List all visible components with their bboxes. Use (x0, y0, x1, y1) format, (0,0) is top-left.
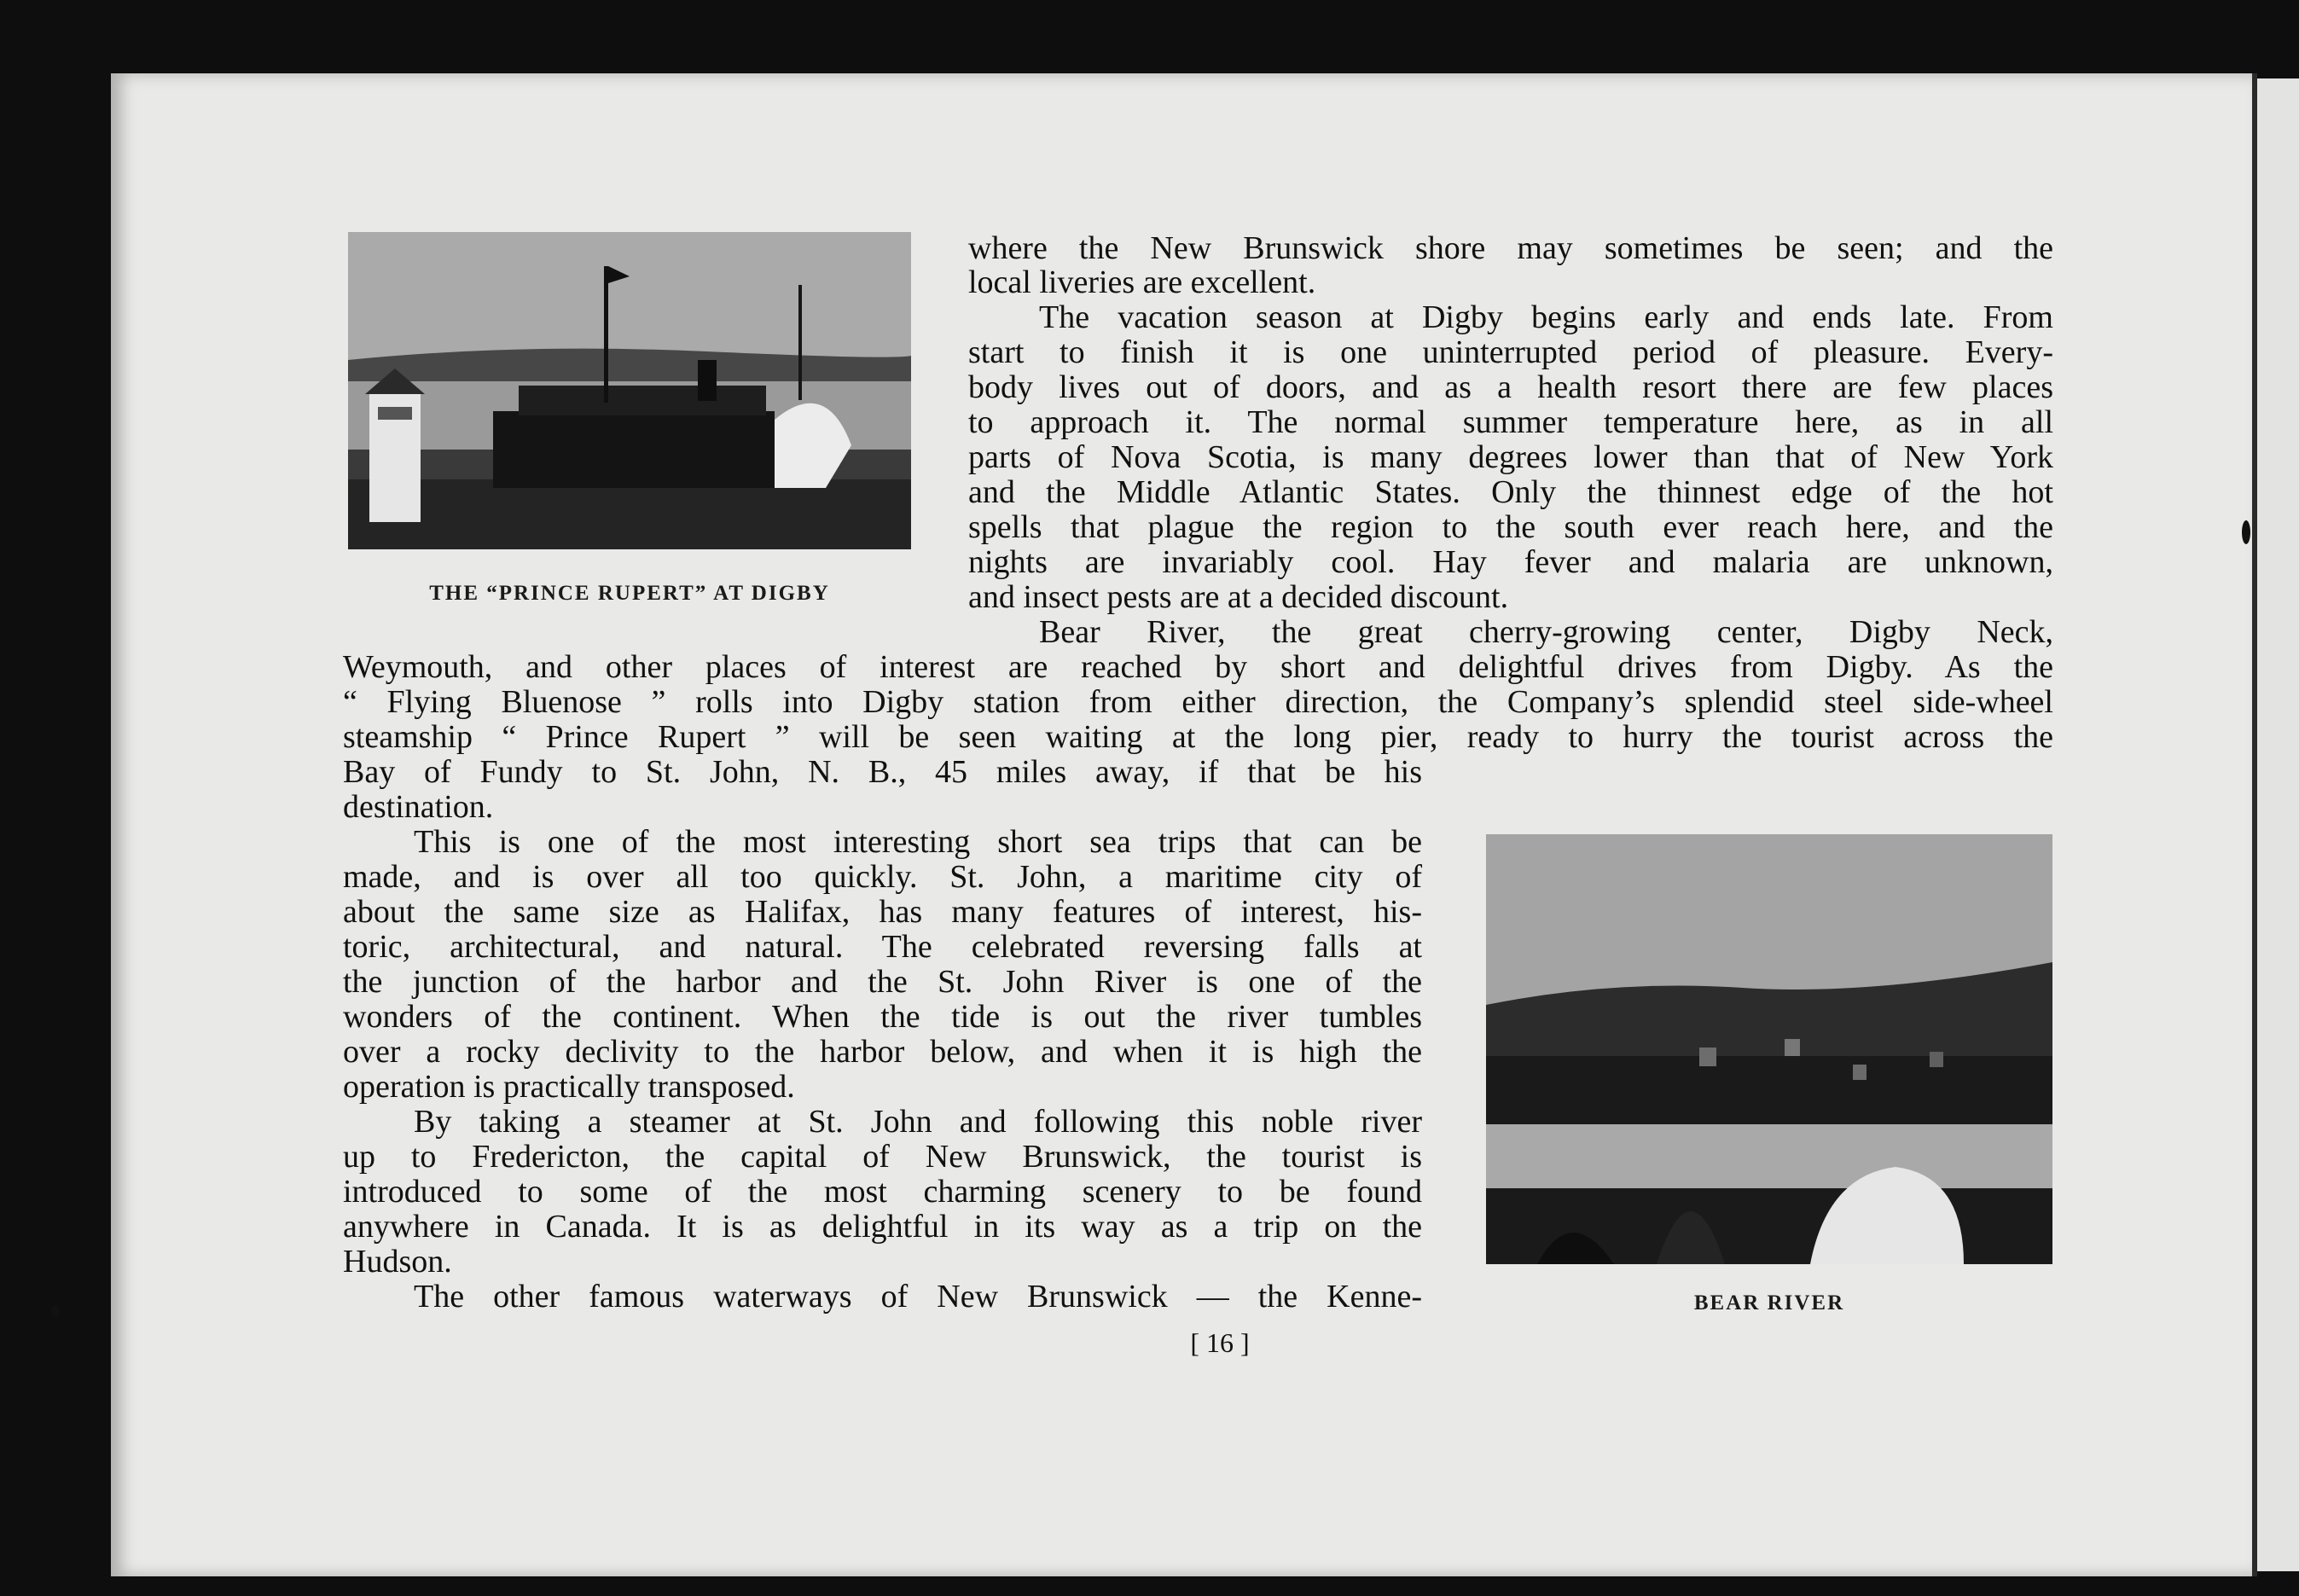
text-line: destination. (343, 789, 494, 825)
text-line: to approach it. The normal summer temperature here, as in all (968, 404, 2053, 440)
text-line: wonders of the continent. When the tide is out the river tumbles (343, 999, 1422, 1035)
ship-photo (348, 232, 911, 549)
river-photo (1486, 834, 2052, 1264)
next-page-margin (2257, 78, 2299, 1571)
book-page (111, 73, 2252, 1576)
text-line: start to finish it is one uninterrupted period of pleasure. Every- (968, 334, 2053, 370)
text-line: spells that plague the region to the south ever reach here, and the (968, 509, 2053, 545)
text-line: up to Fredericton, the capital of New Brunswick, the tourist is (343, 1139, 1422, 1175)
text-line: By taking a steamer at St. John and following this noble river (414, 1104, 1422, 1140)
text-line: steamship “ Prince Rupert ” will be seen waiting at the long pier, ready to hurry the tourist across the (343, 719, 2053, 755)
text-line: and insect pests are at a decided discount. (968, 579, 1509, 615)
text-line: about the same size as Halifax, has many features of interest, his- (343, 894, 1422, 930)
text-line: Bear River, the great cherry-growing center, Digby Neck, (1039, 614, 2053, 650)
text-line: introduced to some of the most charming scenery to be found (343, 1174, 1422, 1210)
text-line: Weymouth, and other places of interest are reached by short and delightful drives from Digby. As the (343, 649, 2053, 685)
river-caption: BEAR RIVER (1693, 1291, 1845, 1315)
text-line: the junction of the harbor and the St. John River is one of the (343, 964, 1422, 1000)
text-line: over a rocky declivity to the harbor below, and when it is high the (343, 1034, 1422, 1070)
text-line: and the Middle Atlantic States. Only the thinnest edge of the hot (968, 474, 2053, 510)
text-line: parts of Nova Scotia, is many degrees lower than that of New York (968, 439, 2053, 475)
text-line: operation is practically transposed. (343, 1069, 795, 1105)
dust-speck (2242, 520, 2250, 544)
text-line: body lives out of doors, and as a health resort there are few places (968, 369, 2053, 405)
text-line: Bay of Fundy to St. John, N. B., 45 miles away, if that be his (343, 754, 1422, 790)
dust-speck (51, 1305, 60, 1317)
text-line: toric, architectural, and natural. The celebrated reversing falls at (343, 929, 1422, 965)
text-line: “ Flying Bluenose ” rolls into Digby station from either direction, the Company’s splendid steel side-wheel (343, 684, 2053, 720)
text-line: where the New Brunswick shore may sometimes be seen; and the (968, 230, 2053, 266)
page-number: [ 16 ] (1190, 1327, 1250, 1358)
text-line: nights are invariably cool. Hay fever and malaria are unknown, (968, 544, 2053, 580)
ship-caption: THE “PRINCE RUPERT” AT DIGBY (429, 582, 830, 605)
text-line: This is one of the most interesting short sea trips that can be (414, 824, 1422, 860)
text-line: made, and is over all too quickly. St. John, a maritime city of (343, 859, 1422, 895)
text-line: Hudson. (343, 1244, 452, 1280)
text-line: anywhere in Canada. It is as delightful in its way as a trip on the (343, 1209, 1422, 1245)
text-line: The vacation season at Digby begins early and ends late. From (1039, 299, 2053, 335)
text-line: local liveries are excellent. (968, 264, 1316, 300)
text-line: The other famous waterways of New Brunswick — the Kenne- (414, 1279, 1422, 1315)
